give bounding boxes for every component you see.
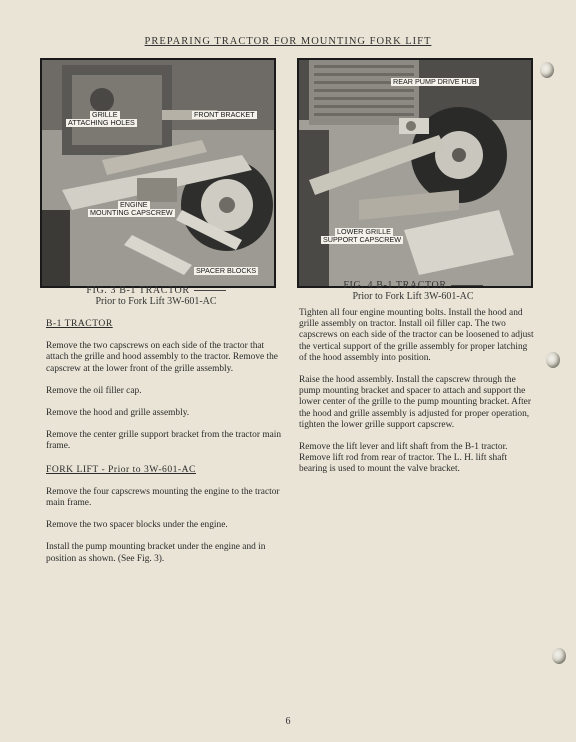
callout-mounting-capscrew: MOUNTING CAPSCREW bbox=[90, 208, 173, 217]
callout-support-capscrew: SUPPORT CAPSCREW bbox=[323, 235, 402, 244]
right-column bbox=[299, 308, 535, 487]
page-header-title: PREPARING TRACTOR FOR MOUNTING FORK LIFT bbox=[144, 36, 432, 47]
page-header bbox=[0, 36, 576, 47]
paragraph: Remove the lift lever and lift shaft from the B-1 tractor. Remove lift rod from rear of tractor. The L. H. lift shaft bearing is used to mount the valve bracket. bbox=[299, 442, 508, 475]
figure-3-rule bbox=[194, 290, 226, 291]
paragraph: Install the pump mounting bracket under the engine and in position as shown. (See Fig. 3). bbox=[46, 542, 266, 564]
paragraph: Remove the four capscrews mounting the engine to the tractor main frame. bbox=[46, 486, 280, 509]
paragraph: Remove the oil filler cap. bbox=[46, 385, 142, 396]
binder-hole-icon bbox=[552, 648, 566, 664]
binder-hole-icon bbox=[540, 62, 554, 78]
figure-4-caption bbox=[297, 280, 529, 302]
paragraph: Remove the hood and grille assembly. bbox=[46, 408, 190, 419]
section-heading-fork-lift: FORK LIFT - Prior to 3W-601-AC bbox=[46, 463, 196, 475]
callout-attaching-holes: ATTACHING HOLES bbox=[68, 118, 135, 127]
paragraph: Tighten all four engine mounting bolts. Install the hood and grille assembly on tractor. Install oil filler cap. The two capscrews on each side of the tractor can be loosened to adjust the vertical support of the grille assembly for proper latching of the hood assembly into position. bbox=[299, 308, 534, 363]
section-heading-b1-tractor: B-1 TRACTOR bbox=[46, 318, 113, 329]
figure-3-caption bbox=[40, 285, 272, 307]
callout-engine: ENGINE bbox=[120, 200, 148, 209]
page-number: 6 bbox=[285, 716, 291, 727]
left-column bbox=[46, 318, 282, 576]
figure-4-rule bbox=[451, 285, 483, 286]
figure-4-title: FIG. 4 B-1 TRACTOR bbox=[343, 280, 447, 291]
figure-4-illustration bbox=[299, 60, 531, 286]
paragraph: Remove the two spacer blocks under the engine. bbox=[46, 520, 228, 531]
figure-3-illustration bbox=[42, 60, 274, 286]
callout-front-bracket: FRONT BRACKET bbox=[194, 110, 255, 119]
callout-rear-pump-drive-hub: REAR PUMP DRIVE HUB bbox=[393, 77, 477, 86]
callout-lower-grille: LOWER GRILLE bbox=[337, 227, 391, 236]
paragraph: Remove the center grille support bracket from the tractor main frame. bbox=[46, 430, 282, 452]
callout-grille: GRILLE bbox=[92, 110, 118, 119]
paragraph: Remove the two capscrews on each side of the tractor that attach the grille and hood assembly to the tractor. Remove the capscrew at the lower front of the grille assembly. bbox=[46, 341, 278, 374]
callout-spacer-blocks: SPACER BLOCKS bbox=[196, 266, 257, 275]
figure-3-title: FIG. 3 B-1 TRACTOR bbox=[86, 285, 190, 296]
figure-3-subtitle: Prior to Fork Lift 3W-601-AC bbox=[95, 296, 217, 307]
binder-hole-icon bbox=[546, 352, 560, 368]
paragraph: Raise the hood assembly. Install the capscrew through the pump mounting bracket and spacer to attach and support the lower center of the grille to the pump mounting bracket. After the hood and grille assembly is adjusted for proper operation, tighten the lower grille support capscrew. bbox=[299, 375, 531, 430]
figure-3-photo bbox=[40, 58, 276, 288]
figure-4-subtitle: Prior to Fork Lift 3W-601-AC bbox=[352, 291, 474, 302]
figure-4-photo bbox=[297, 58, 533, 288]
